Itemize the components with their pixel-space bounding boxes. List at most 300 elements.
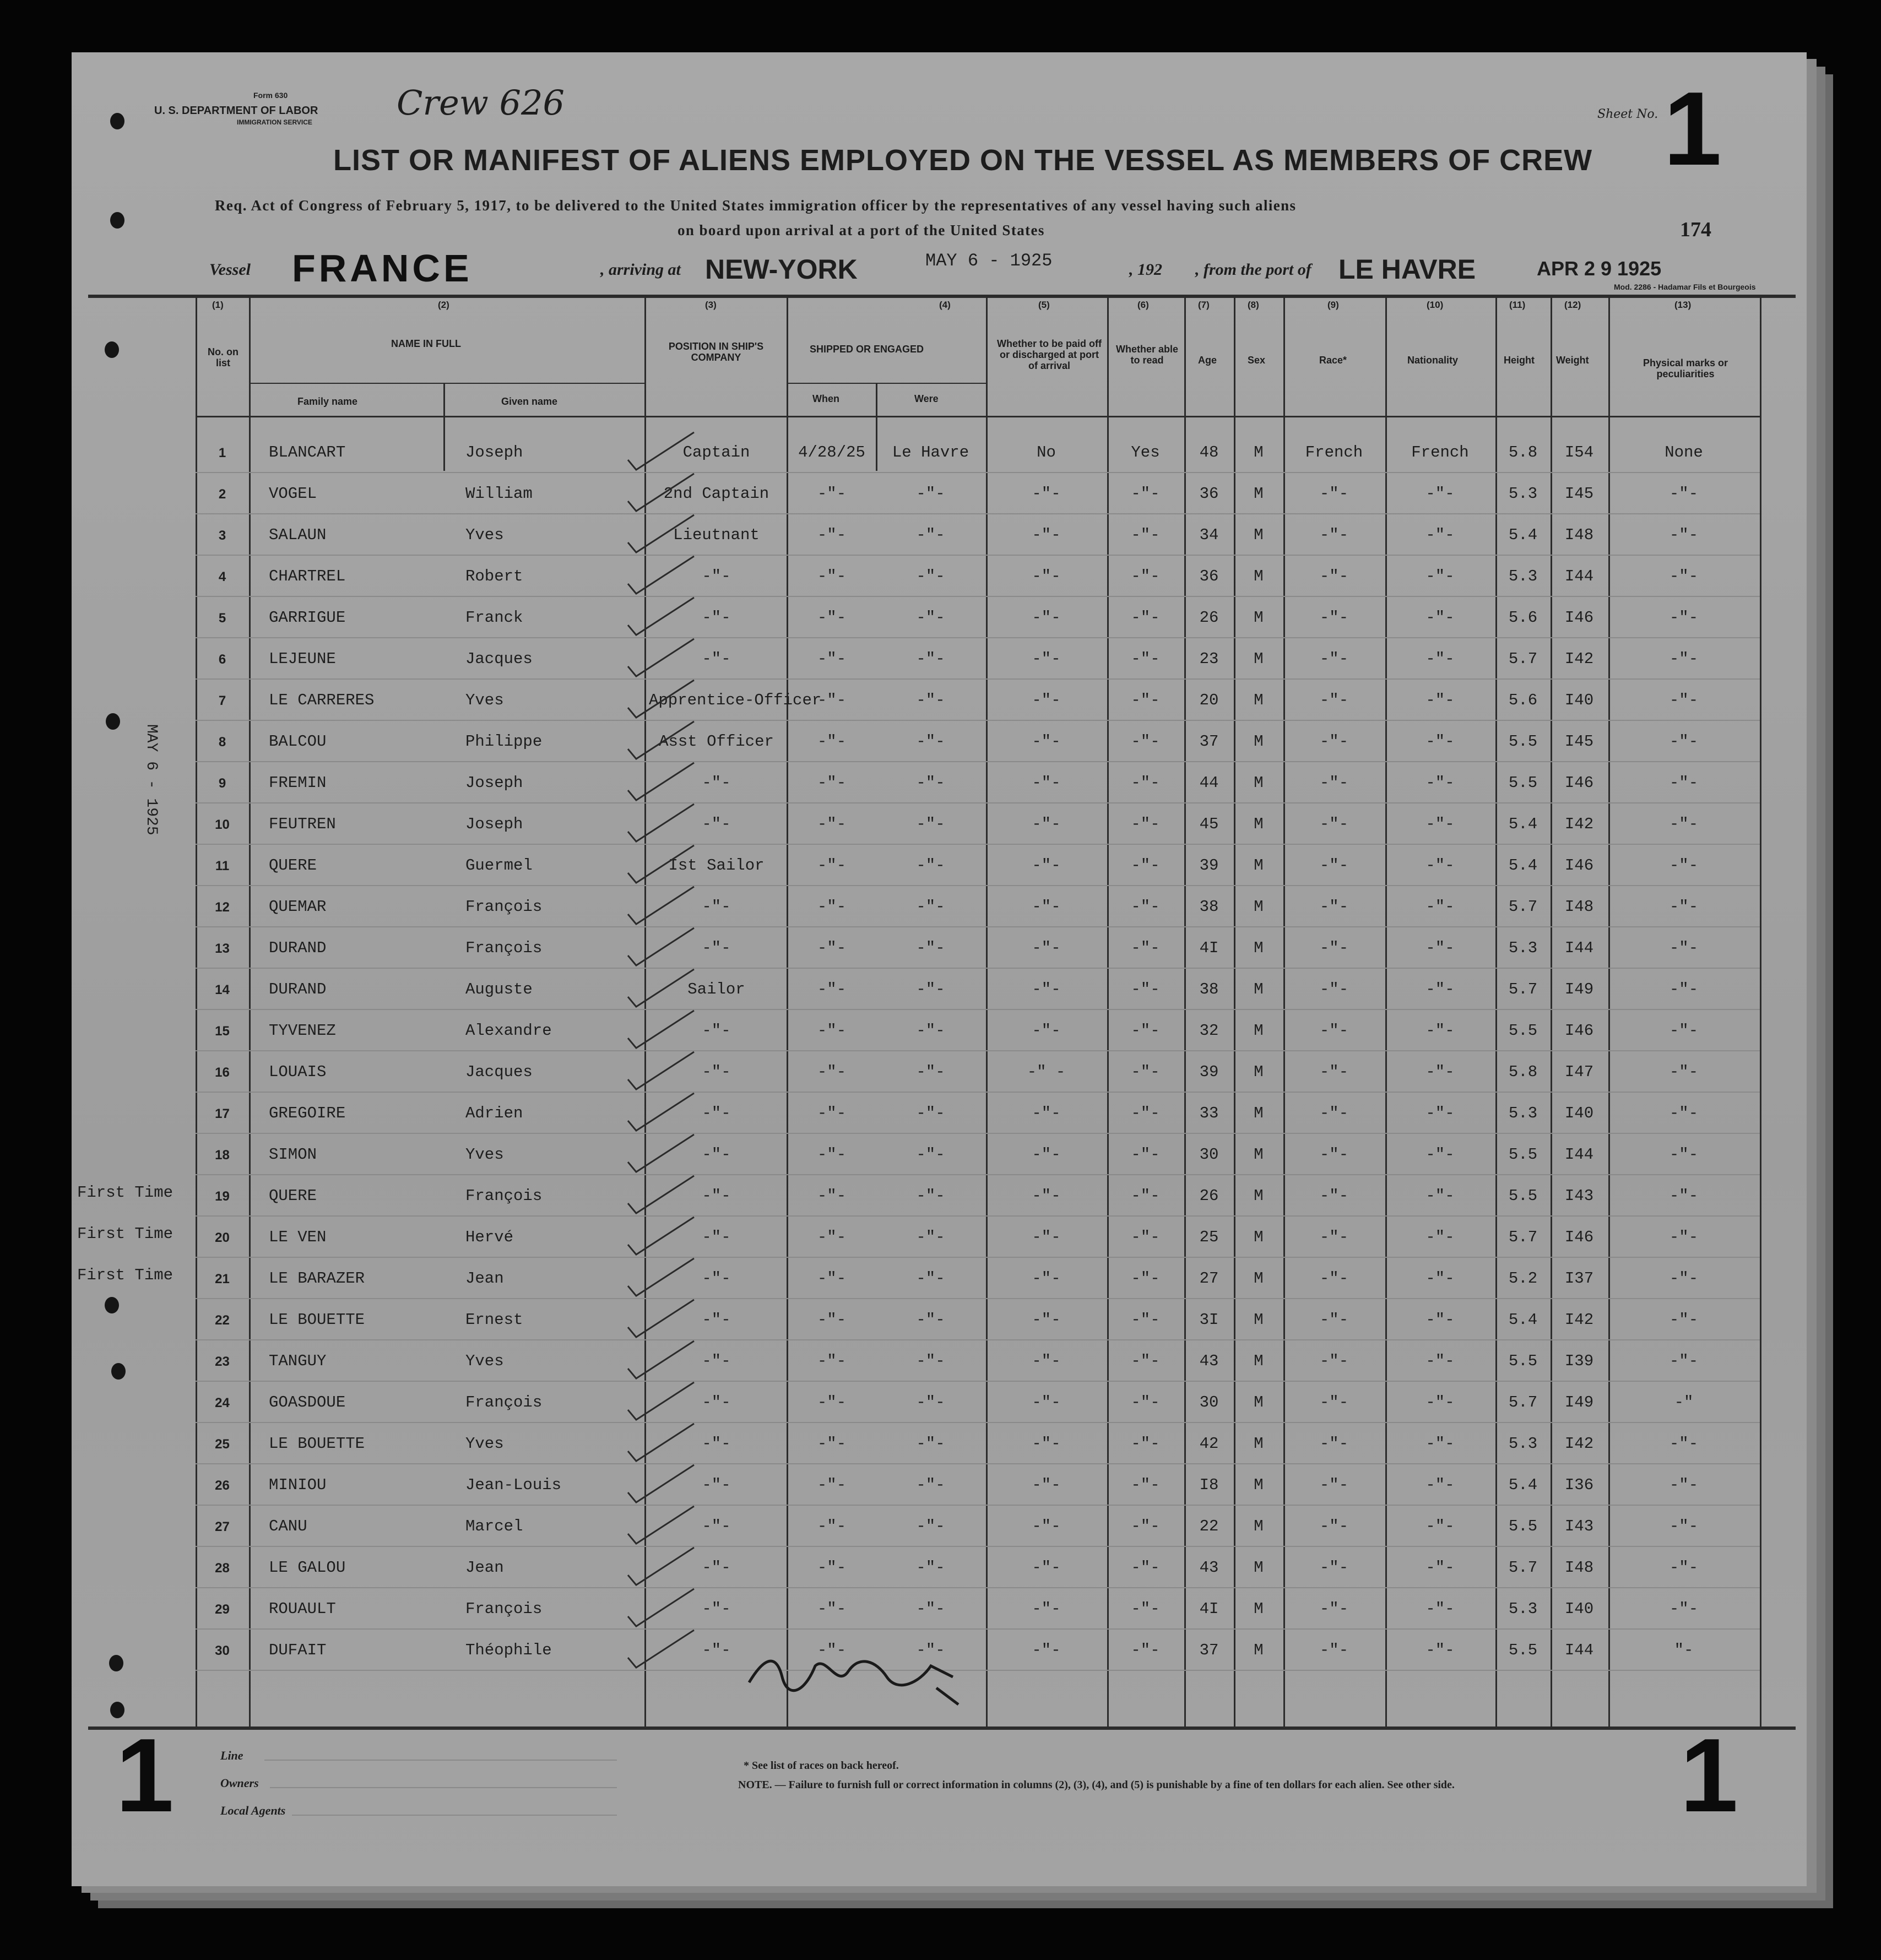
sex: M bbox=[1254, 609, 1264, 627]
table-row bbox=[72, 1382, 1807, 1423]
able-to-read: -"- bbox=[1131, 856, 1160, 875]
family-name: DURAND bbox=[269, 980, 327, 998]
able-to-read: -"- bbox=[1131, 898, 1160, 916]
race: -"- bbox=[1319, 1517, 1349, 1535]
shipped-when: -"- bbox=[817, 815, 847, 833]
physical-marks: -"- bbox=[1669, 1600, 1699, 1618]
shipped-when: -"- bbox=[817, 1311, 847, 1329]
col3-number: (3) bbox=[705, 300, 717, 310]
race: -"- bbox=[1319, 1311, 1349, 1329]
header-subrule bbox=[787, 383, 986, 384]
table-row bbox=[72, 1589, 1807, 1630]
paid-off: -"- bbox=[1032, 1352, 1061, 1370]
row-number: 30 bbox=[215, 1643, 230, 1658]
physical-marks: -"- bbox=[1669, 1559, 1699, 1577]
table-row bbox=[72, 1258, 1807, 1299]
row-rule bbox=[196, 720, 1760, 721]
able-to-read: -"- bbox=[1131, 1517, 1160, 1535]
shipped-where: -"- bbox=[916, 1476, 945, 1494]
age: 36 bbox=[1199, 485, 1219, 503]
given-name: Hervé bbox=[465, 1228, 514, 1246]
weight: I40 bbox=[1564, 691, 1594, 709]
able-to-read: -"- bbox=[1131, 650, 1160, 668]
nationality: -"- bbox=[1425, 1435, 1455, 1453]
shipped-when: -"- bbox=[817, 1435, 847, 1453]
col9-number: (9) bbox=[1327, 300, 1339, 310]
margin-note: First Time bbox=[77, 1225, 174, 1243]
shipped-where: -"- bbox=[916, 1393, 945, 1411]
given-name: François bbox=[465, 1187, 543, 1205]
physical-marks: -"- bbox=[1669, 609, 1699, 627]
nationality: -"- bbox=[1425, 1063, 1455, 1081]
shipped-when: -"- bbox=[817, 1517, 847, 1535]
position: -"- bbox=[702, 1517, 731, 1535]
physical-marks: None bbox=[1665, 443, 1703, 462]
row-number: 6 bbox=[218, 652, 226, 667]
height: 5.6 bbox=[1508, 609, 1538, 627]
row-number: 20 bbox=[215, 1230, 230, 1245]
paid-off: -"- bbox=[1032, 898, 1061, 916]
table-bottom-rule bbox=[88, 1726, 1796, 1730]
physical-marks: "- bbox=[1674, 1641, 1694, 1659]
family-name: TYVENEZ bbox=[269, 1022, 336, 1040]
row-number: 3 bbox=[218, 528, 226, 543]
weight: I39 bbox=[1564, 1352, 1594, 1370]
race: -"- bbox=[1319, 1393, 1349, 1411]
height: 5.3 bbox=[1508, 1435, 1538, 1453]
weight: I45 bbox=[1564, 732, 1594, 751]
given-name: Jacques bbox=[465, 1063, 533, 1081]
height: 5.3 bbox=[1508, 567, 1538, 585]
weight: I46 bbox=[1564, 1022, 1594, 1040]
race: -"- bbox=[1319, 939, 1349, 957]
shipped-where: -"- bbox=[916, 650, 945, 668]
shipped-where: -"- bbox=[916, 774, 945, 792]
weight: I46 bbox=[1564, 774, 1594, 792]
weight: I47 bbox=[1564, 1063, 1594, 1081]
position: -"- bbox=[702, 1600, 731, 1618]
race: -"- bbox=[1319, 1269, 1349, 1288]
physical-marks: -"- bbox=[1669, 650, 1699, 668]
able-to-read: -"- bbox=[1131, 1393, 1160, 1411]
paid-off: -"- bbox=[1032, 1311, 1061, 1329]
col11-header: Height bbox=[1504, 355, 1535, 366]
weight: I40 bbox=[1564, 1104, 1594, 1122]
shipped-where: -"- bbox=[916, 567, 945, 585]
position: -"- bbox=[702, 650, 731, 668]
age: 36 bbox=[1199, 567, 1219, 585]
manifest-sheet bbox=[72, 52, 1807, 1886]
nationality: -"- bbox=[1425, 1600, 1455, 1618]
table-row bbox=[72, 1341, 1807, 1382]
weight: I44 bbox=[1564, 1145, 1594, 1164]
family-name: QUEMAR bbox=[269, 898, 327, 916]
sex: M bbox=[1254, 485, 1264, 503]
races-note: * See list of races on back hereof. bbox=[744, 1760, 899, 1772]
height: 5.5 bbox=[1508, 1145, 1538, 1164]
physical-marks: -"- bbox=[1669, 774, 1699, 792]
col12-header: Weight bbox=[1556, 355, 1589, 366]
shipped-where: -"- bbox=[916, 1145, 945, 1164]
paid-off: -"- bbox=[1032, 1517, 1061, 1535]
table-row bbox=[72, 1093, 1807, 1134]
able-to-read: -"- bbox=[1131, 732, 1160, 751]
race: -"- bbox=[1319, 898, 1349, 916]
sex: M bbox=[1254, 1435, 1264, 1453]
height: 5.3 bbox=[1508, 485, 1538, 503]
row-number: 17 bbox=[215, 1106, 230, 1121]
given-name: Guermel bbox=[465, 856, 533, 875]
given-name: William bbox=[465, 485, 533, 503]
paid-off: -"- bbox=[1032, 485, 1061, 503]
able-to-read: -"- bbox=[1131, 774, 1160, 792]
shipped-where: -"- bbox=[916, 732, 945, 751]
weight: I43 bbox=[1564, 1187, 1594, 1205]
row-rule bbox=[196, 926, 1760, 927]
age: 30 bbox=[1199, 1393, 1219, 1411]
col4-header: SHIPPED OR ENGAGED bbox=[810, 344, 924, 355]
able-to-read: -"- bbox=[1131, 1435, 1160, 1453]
height: 5.7 bbox=[1508, 650, 1538, 668]
family-name: LOUAIS bbox=[269, 1063, 327, 1081]
family-name: SIMON bbox=[269, 1145, 317, 1164]
row-rule bbox=[196, 1628, 1760, 1630]
col5-header: Whether to be paid off or discharged at port of arrival bbox=[997, 338, 1102, 371]
table-row bbox=[72, 1052, 1807, 1093]
given-name: Yves bbox=[465, 1145, 504, 1164]
race: -"- bbox=[1319, 815, 1349, 833]
sex: M bbox=[1254, 443, 1264, 462]
age: 26 bbox=[1199, 609, 1219, 627]
row-rule bbox=[196, 1381, 1760, 1382]
shipped-where: -"- bbox=[916, 1641, 945, 1659]
nationality: -"- bbox=[1425, 774, 1455, 792]
nationality: -"- bbox=[1425, 1228, 1455, 1246]
weight: I48 bbox=[1564, 898, 1594, 916]
family-name: QUERE bbox=[269, 856, 317, 875]
sex: M bbox=[1254, 815, 1264, 833]
race: -"- bbox=[1319, 1187, 1349, 1205]
able-to-read: -"- bbox=[1131, 939, 1160, 957]
sex: M bbox=[1254, 1393, 1264, 1411]
table-row bbox=[72, 1506, 1807, 1547]
nationality: -"- bbox=[1425, 1269, 1455, 1288]
shipped-where: -"- bbox=[916, 1228, 945, 1246]
family-name: QUERE bbox=[269, 1187, 317, 1205]
age: 38 bbox=[1199, 980, 1219, 998]
col6-number: (6) bbox=[1137, 300, 1149, 310]
shipped-when: -"- bbox=[817, 1187, 847, 1205]
col7-header: Age bbox=[1198, 355, 1217, 366]
master-signature bbox=[744, 1644, 975, 1710]
shipped-where: -"- bbox=[916, 1022, 945, 1040]
row-number: 27 bbox=[215, 1519, 230, 1534]
given-name: Yves bbox=[465, 1352, 504, 1370]
paid-off: -"- bbox=[1032, 732, 1061, 751]
able-to-read: -"- bbox=[1131, 1022, 1160, 1040]
age: 4I bbox=[1199, 1600, 1219, 1618]
row-number: 18 bbox=[215, 1148, 230, 1163]
physical-marks: -"- bbox=[1669, 526, 1699, 544]
row-rule bbox=[196, 1546, 1760, 1547]
sex: M bbox=[1254, 1187, 1264, 1205]
physical-marks: -"- bbox=[1669, 1228, 1699, 1246]
row-rule bbox=[196, 1339, 1760, 1340]
margin-note: First Time bbox=[77, 1183, 174, 1202]
able-to-read: -"- bbox=[1131, 1311, 1160, 1329]
shipped-where: -"- bbox=[916, 1269, 945, 1288]
row-number: 24 bbox=[215, 1396, 230, 1410]
table-row bbox=[72, 598, 1807, 638]
col1-number: (1) bbox=[212, 300, 224, 310]
row-number: 8 bbox=[218, 735, 226, 750]
sex: M bbox=[1254, 1311, 1264, 1329]
margin-note: First Time bbox=[77, 1266, 174, 1284]
shipped-where: -"- bbox=[916, 691, 945, 709]
height: 5.3 bbox=[1508, 939, 1538, 957]
nationality: -"- bbox=[1425, 1352, 1455, 1370]
table-row bbox=[72, 1011, 1807, 1051]
shipped-when: -"- bbox=[817, 1641, 847, 1659]
table-row bbox=[72, 639, 1807, 680]
shipped-where: -"- bbox=[916, 939, 945, 957]
race: -"- bbox=[1319, 1352, 1349, 1370]
age: 3I bbox=[1199, 1311, 1219, 1329]
shipped-when: -"- bbox=[817, 691, 847, 709]
age: 32 bbox=[1199, 1022, 1219, 1040]
nationality: -"- bbox=[1425, 1022, 1455, 1040]
table-row bbox=[72, 1300, 1807, 1340]
paid-off: -"- bbox=[1032, 526, 1061, 544]
row-number: 11 bbox=[215, 859, 230, 873]
able-to-read: -"- bbox=[1131, 1063, 1160, 1081]
given-name: Joseph bbox=[465, 815, 523, 833]
col2-number: (2) bbox=[438, 300, 449, 310]
height: 5.6 bbox=[1508, 691, 1538, 709]
nationality: -"- bbox=[1425, 939, 1455, 957]
race: -"- bbox=[1319, 774, 1349, 792]
row-rule bbox=[196, 1092, 1760, 1093]
age: 42 bbox=[1199, 1435, 1219, 1453]
family-name: FEUTREN bbox=[269, 815, 336, 833]
nationality: -"- bbox=[1425, 1145, 1455, 1164]
physical-marks: -"- bbox=[1669, 1022, 1699, 1040]
given-name: Ernest bbox=[465, 1311, 523, 1329]
sheet-number: 1 bbox=[1663, 70, 1722, 187]
family-name: LE BOUETTE bbox=[269, 1435, 365, 1453]
col10-number: (10) bbox=[1427, 300, 1444, 310]
position: -"- bbox=[702, 774, 731, 792]
weight: I36 bbox=[1564, 1476, 1594, 1494]
paid-off: -"- bbox=[1032, 939, 1061, 957]
shipped-where: -"- bbox=[916, 526, 945, 544]
shipped-where: -"- bbox=[916, 980, 945, 998]
family-name: TANGUY bbox=[269, 1352, 327, 1370]
given-name: Yves bbox=[465, 1435, 504, 1453]
shipped-where: -"- bbox=[916, 1311, 945, 1329]
shipped-when: -"- bbox=[817, 1063, 847, 1081]
col11-number: (11) bbox=[1509, 300, 1526, 310]
position: -"- bbox=[702, 1311, 731, 1329]
weight: I42 bbox=[1564, 650, 1594, 668]
height: 5.5 bbox=[1508, 1517, 1538, 1535]
col9-header: Race* bbox=[1319, 355, 1347, 366]
shipped-where: -"- bbox=[916, 1435, 945, 1453]
weight: I43 bbox=[1564, 1517, 1594, 1535]
position: -"- bbox=[702, 1435, 731, 1453]
height: 5.7 bbox=[1508, 1559, 1538, 1577]
family-name: FREMIN bbox=[269, 774, 327, 792]
able-to-read: -"- bbox=[1131, 1352, 1160, 1370]
col3-header: POSITION IN SHIP'S COMPANY bbox=[668, 341, 764, 363]
age: 39 bbox=[1199, 856, 1219, 875]
age: 43 bbox=[1199, 1559, 1219, 1577]
row-number: 13 bbox=[215, 941, 230, 956]
position: -"- bbox=[702, 1641, 731, 1659]
height: 5.4 bbox=[1508, 1476, 1538, 1494]
able-to-read: -"- bbox=[1131, 1641, 1160, 1659]
weight: I49 bbox=[1564, 980, 1594, 998]
row-number: 23 bbox=[215, 1354, 230, 1369]
row-number: 25 bbox=[215, 1437, 230, 1452]
shipped-where: -"- bbox=[916, 1559, 945, 1577]
family-name: LE BARAZER bbox=[269, 1269, 365, 1288]
age: 23 bbox=[1199, 650, 1219, 668]
col10-header: Nationality bbox=[1407, 355, 1459, 366]
race: -"- bbox=[1319, 856, 1349, 875]
weight: I46 bbox=[1564, 1228, 1594, 1246]
crew-note: Crew 626 bbox=[397, 83, 565, 123]
shipped-when: -"- bbox=[817, 1476, 847, 1494]
shipped-when: -"- bbox=[817, 898, 847, 916]
col13-number: (13) bbox=[1674, 300, 1692, 310]
weight: I42 bbox=[1564, 815, 1594, 833]
footer-line-rule bbox=[264, 1760, 617, 1761]
arrival-port: NEW-YORK bbox=[705, 254, 858, 285]
row-rule bbox=[196, 513, 1760, 514]
able-to-read: -"- bbox=[1131, 609, 1160, 627]
age: 25 bbox=[1199, 1228, 1219, 1246]
physical-marks: -"- bbox=[1669, 815, 1699, 833]
table-row bbox=[72, 721, 1807, 762]
sex: M bbox=[1254, 774, 1264, 792]
physical-marks: -"- bbox=[1669, 732, 1699, 751]
weight: I42 bbox=[1564, 1435, 1594, 1453]
position: -"- bbox=[702, 1352, 731, 1370]
age: 20 bbox=[1199, 691, 1219, 709]
row-number: 21 bbox=[215, 1272, 230, 1286]
table-row bbox=[72, 763, 1807, 803]
weight: I54 bbox=[1564, 443, 1594, 462]
table-row bbox=[72, 1424, 1807, 1464]
physical-marks: -"- bbox=[1669, 939, 1699, 957]
paid-off: -"- bbox=[1032, 1393, 1061, 1411]
sex: M bbox=[1254, 1104, 1264, 1122]
height: 5.5 bbox=[1508, 774, 1538, 792]
race: -"- bbox=[1319, 691, 1349, 709]
weight: I48 bbox=[1564, 526, 1594, 544]
race: -"- bbox=[1319, 1145, 1349, 1164]
race: French bbox=[1305, 443, 1363, 462]
header-bottom-rule bbox=[196, 416, 1760, 417]
shipped-when: -"- bbox=[817, 1145, 847, 1164]
able-to-read: -"- bbox=[1131, 1104, 1160, 1122]
sex: M bbox=[1254, 732, 1264, 751]
able-to-read: -"- bbox=[1131, 1269, 1160, 1288]
race: -"- bbox=[1319, 1600, 1349, 1618]
row-number: 2 bbox=[218, 487, 226, 502]
able-to-read: Yes bbox=[1131, 443, 1160, 462]
able-to-read: -"- bbox=[1131, 567, 1160, 585]
col4b-header: Were bbox=[914, 393, 939, 404]
row-rule bbox=[196, 802, 1760, 803]
family-name: BALCOU bbox=[269, 732, 327, 751]
row-number: 5 bbox=[218, 611, 226, 626]
family-name: GREGOIRE bbox=[269, 1104, 346, 1122]
paid-off: -"- bbox=[1032, 1187, 1061, 1205]
position: Lieutnant bbox=[673, 526, 760, 544]
shipped-when: -"- bbox=[817, 526, 847, 544]
physical-marks: -"- bbox=[1669, 1145, 1699, 1164]
physical-marks: -"- bbox=[1669, 1187, 1699, 1205]
position: -"- bbox=[702, 898, 731, 916]
table-row bbox=[72, 1217, 1807, 1258]
footer-owners-label: Owners bbox=[220, 1776, 259, 1790]
row-number: 7 bbox=[218, 693, 226, 708]
year-label: , 192 bbox=[1129, 260, 1162, 279]
row-number: 16 bbox=[215, 1065, 230, 1080]
family-name: MINIOU bbox=[269, 1476, 327, 1494]
row-number: 26 bbox=[215, 1478, 230, 1493]
weight: I46 bbox=[1564, 609, 1594, 627]
shipped-when: -"- bbox=[817, 774, 847, 792]
race: -"- bbox=[1319, 1559, 1349, 1577]
table-row bbox=[72, 887, 1807, 927]
paid-off: -" - bbox=[1027, 1063, 1066, 1081]
arriving-label: , arriving at bbox=[600, 260, 681, 279]
race: -"- bbox=[1319, 485, 1349, 503]
age: 27 bbox=[1199, 1269, 1219, 1288]
height: 5.5 bbox=[1508, 1022, 1538, 1040]
footer-left-number: 1 bbox=[116, 1717, 174, 1834]
table-top-rule bbox=[88, 295, 1796, 298]
side-stamp-date: MAY 6 - 1925 bbox=[143, 724, 160, 835]
row-rule bbox=[196, 1505, 1760, 1506]
nationality: -"- bbox=[1425, 898, 1455, 916]
race: -"- bbox=[1319, 1641, 1349, 1659]
col8-header: Sex bbox=[1248, 355, 1266, 366]
given-name: Robert bbox=[465, 567, 523, 585]
shipped-when: -"- bbox=[817, 650, 847, 668]
position: Ist Sailor bbox=[668, 856, 765, 875]
given-name: François bbox=[465, 1600, 543, 1618]
row-rule bbox=[196, 885, 1760, 886]
paid-off: -"- bbox=[1032, 1228, 1061, 1246]
paid-off: -"- bbox=[1032, 567, 1061, 585]
footer-agents-label: Local Agents bbox=[220, 1804, 286, 1817]
weight: I44 bbox=[1564, 567, 1594, 585]
row-number: 12 bbox=[215, 900, 230, 915]
row-rule bbox=[196, 1050, 1760, 1051]
given-name: Jean bbox=[465, 1559, 504, 1577]
shipped-when: -"- bbox=[817, 939, 847, 957]
col12-number: (12) bbox=[1564, 300, 1581, 310]
binder-hole bbox=[110, 113, 124, 129]
age: 48 bbox=[1199, 443, 1219, 462]
sex: M bbox=[1254, 567, 1264, 585]
physical-marks: -"- bbox=[1669, 1269, 1699, 1288]
height: 5.5 bbox=[1508, 732, 1538, 751]
